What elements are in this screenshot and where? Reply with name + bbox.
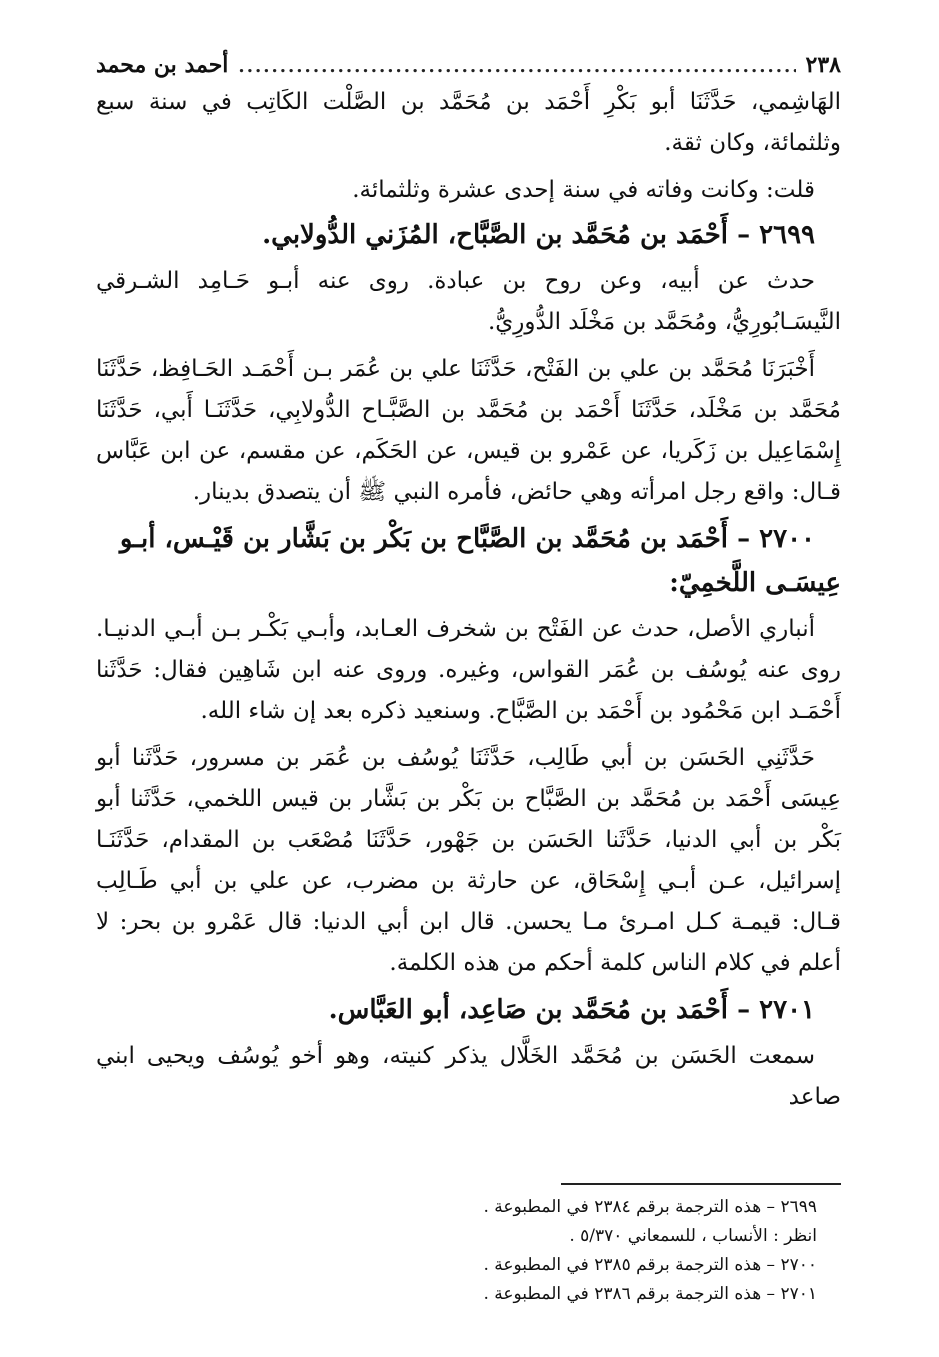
leader-dots [238,50,795,84]
running-title: أحمد بن محمد [96,52,229,78]
paragraph-2700-bio: أنباري الأصل، حدث عن الفَتْح بن شخرف العـابد، وأبـي بَكْـر بـن أبـي الدنيـا. روى عنه يُوسُف بن عُمَر القواس، وغيره. وروى عنه ابن شَاهِين فقال: حَدَّثَنا أَحْمَـد ابن مَحْمُود بن أَحْمَد بن الصَّبَّاح. وسنعيد ذكره بعد إن شاء الله. [96,616,841,724]
footnote-2700: ٢٧٠٠ – هذه الترجمة برقم ٢٣٨٥ في المطبوعة . [483,1255,817,1275]
footnotes [96,1193,817,1309]
paragraph-2699-bio: حدث عن أبيه، وعن روح بن عبادة. روى عنه أبـو حَـامِد الشـرقي النَّيسَـابُورِيُّ، ومُحَمَّد بن مَخْلَد الدُّورِيُّ. [96,268,841,335]
footnote-2699-source: انظر : الأنساب ، للسمعاني ٥/٣٧٠ . [569,1226,817,1246]
footnote-2699: ٢٦٩٩ – هذه الترجمة برقم ٢٣٨٤ في المطبوعة . [483,1197,817,1217]
entry-heading-2701: ٢٧٠١ – أَحْمَد بن مُحَمَّد بن صَاعِد، أبو العَبَّاس. [328,995,815,1025]
footnote-separator [561,1183,841,1185]
page-number: ٢٣٨ [805,52,841,78]
entry-heading-2700: ٢٧٠٠ – أَحْمَد بن مُحَمَّد بن الصَّبَّاح بن بَكْر بن بَشَّار بن قَيْـس، أبـو عِيسَـى اللَّخمِيّ: [119,524,841,598]
paragraph-note: قلت: وكانت وفاته في سنة إحدى عشرة وثلثمائة. [352,177,815,203]
running-head [96,48,841,82]
paragraph-2701-bio: سمعت الحَسَن بن مُحَمَّد الخَلَّال يذكر كنيته، وهو أخو يُوسُف ويحيى ابني صاعد [96,1043,841,1110]
entry-heading-2699: ٢٦٩٩ – أَحْمَد بن مُحَمَّد بن الصَّبَّاح، المُزَني الدُّولابي. [262,220,815,250]
footnote-2701: ٢٧٠١ – هذه الترجمة برقم ٢٣٨٦ في المطبوعة . [483,1284,817,1304]
paragraph-continuation: الهَاشِمي، حَدَّثَنَا أبو بَكْرِ أَحْمَد بن مُحَمَّد بن الصَّلْت الكَاتِب في سنة سبع وثلثمائة، وكان ثقة. [96,89,841,156]
paragraph-2700-hadith: حَدَّثَنِي الحَسَن بن أبي طَالِب، حَدَّثَنَا يُوسُف بن عُمَر بن مسرور، حَدَّثَنا أبو عِيسَى أَحْمَد بن مُحَمَّد بن الصَّبَّاح بن بَكْر بن بَشَّار بن قيس اللخمي، حَدَّثَنا أبو بَكْر بن أبي الدنيا، حَدَّثَنا الحَسَن بن جَهْور، حَدَّثَنَا مُصْعَب بن المقدام، حَدَّثَنَـا إسرائيل، عـن أبـي إِسْحَاق، عن حارثة بن مضرب، عن علي بن أبي طَـالِب قـال: قيمـة كـل امـرئ مـا يحسن. قال ابن أبي الدنيا: قال عَمْرو بن بحر: لا أعلم في كلام الناس كلمة أحكم من هذه الكلمة. [96,745,841,976]
paragraph-2699-hadith: أَخْبَرَنَا مُحَمَّد بن علي بن الفَتْح، حَدَّثَنَا علي بن عُمَر بـن أَحْمَـد الحَـافِظ، حَدَّثَنَا مُحَمَّد بن مَخْلَد، حَدَّثَنَا أَحْمَد بن مُحَمَّد بن الصَّبَّـاح الدُّولابِي، حَدَّثَنَـا أَبي، حَدَّثَنَا إِسْمَاعِيل بن زَكَريا، عن عَمْرو بن قيس، عن الحَكَم، عن مقسم، عن ابن عَبَّاس قـال: واقع رجل امرأته وهي حائض، فأمره النبي ﷺ أن يتصدق بدينار. [96,356,841,505]
